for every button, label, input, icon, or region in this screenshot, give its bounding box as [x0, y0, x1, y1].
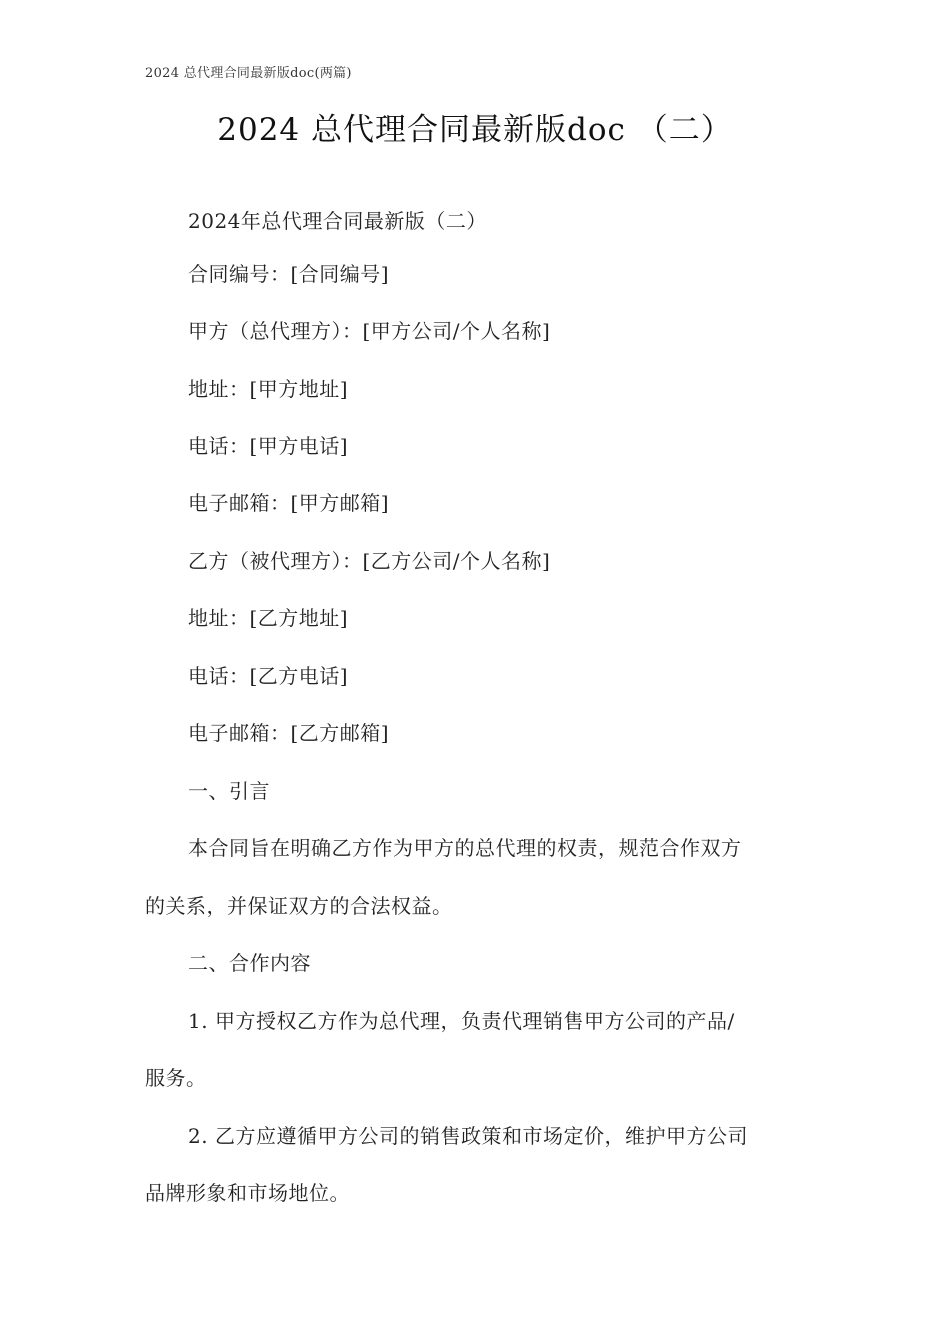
party-a-address: 地址：[甲方地址]	[188, 377, 349, 401]
party-a-email: 电子邮箱：[甲方邮箱]	[188, 491, 390, 515]
contract-subtitle: 2024年总代理合同最新版（二）	[188, 209, 487, 233]
intro-paragraph-line1: 本合同旨在明确乙方作为甲方的总代理的权责，规范合作双方	[188, 836, 742, 860]
section-heading-cooperation: 二、合作内容	[188, 951, 311, 975]
party-b-address: 地址：[乙方地址]	[188, 606, 349, 630]
clause-2-line1: 2. 乙方应遵循甲方公司的销售政策和市场定价，维护甲方公司	[188, 1124, 748, 1148]
section-heading-intro: 一、引言	[188, 779, 270, 803]
party-b-email: 电子邮箱：[乙方邮箱]	[188, 721, 390, 745]
party-a-name: 甲方（总代理方）：[甲方公司/个人名称]	[188, 319, 551, 343]
party-b-name: 乙方（被代理方）：[乙方公司/个人名称]	[188, 549, 551, 573]
page-header: 2024 总代理合同最新版doc(两篇)	[145, 66, 352, 81]
document-title: 2024 总代理合同最新版doc （二）	[217, 112, 733, 148]
clause-1-line2: 服务。	[145, 1066, 207, 1090]
party-b-phone: 电话：[乙方电话]	[188, 664, 349, 688]
intro-paragraph-line2: 的关系，并保证双方的合法权益。	[145, 894, 453, 918]
contract-number: 合同编号：[合同编号]	[188, 262, 390, 286]
clause-1-line1: 1. 甲方授权乙方作为总代理，负责代理销售甲方公司的产品/	[188, 1009, 735, 1033]
party-a-phone: 电话：[甲方电话]	[188, 434, 349, 458]
clause-2-line2: 品牌形象和市场地位。	[145, 1181, 350, 1205]
